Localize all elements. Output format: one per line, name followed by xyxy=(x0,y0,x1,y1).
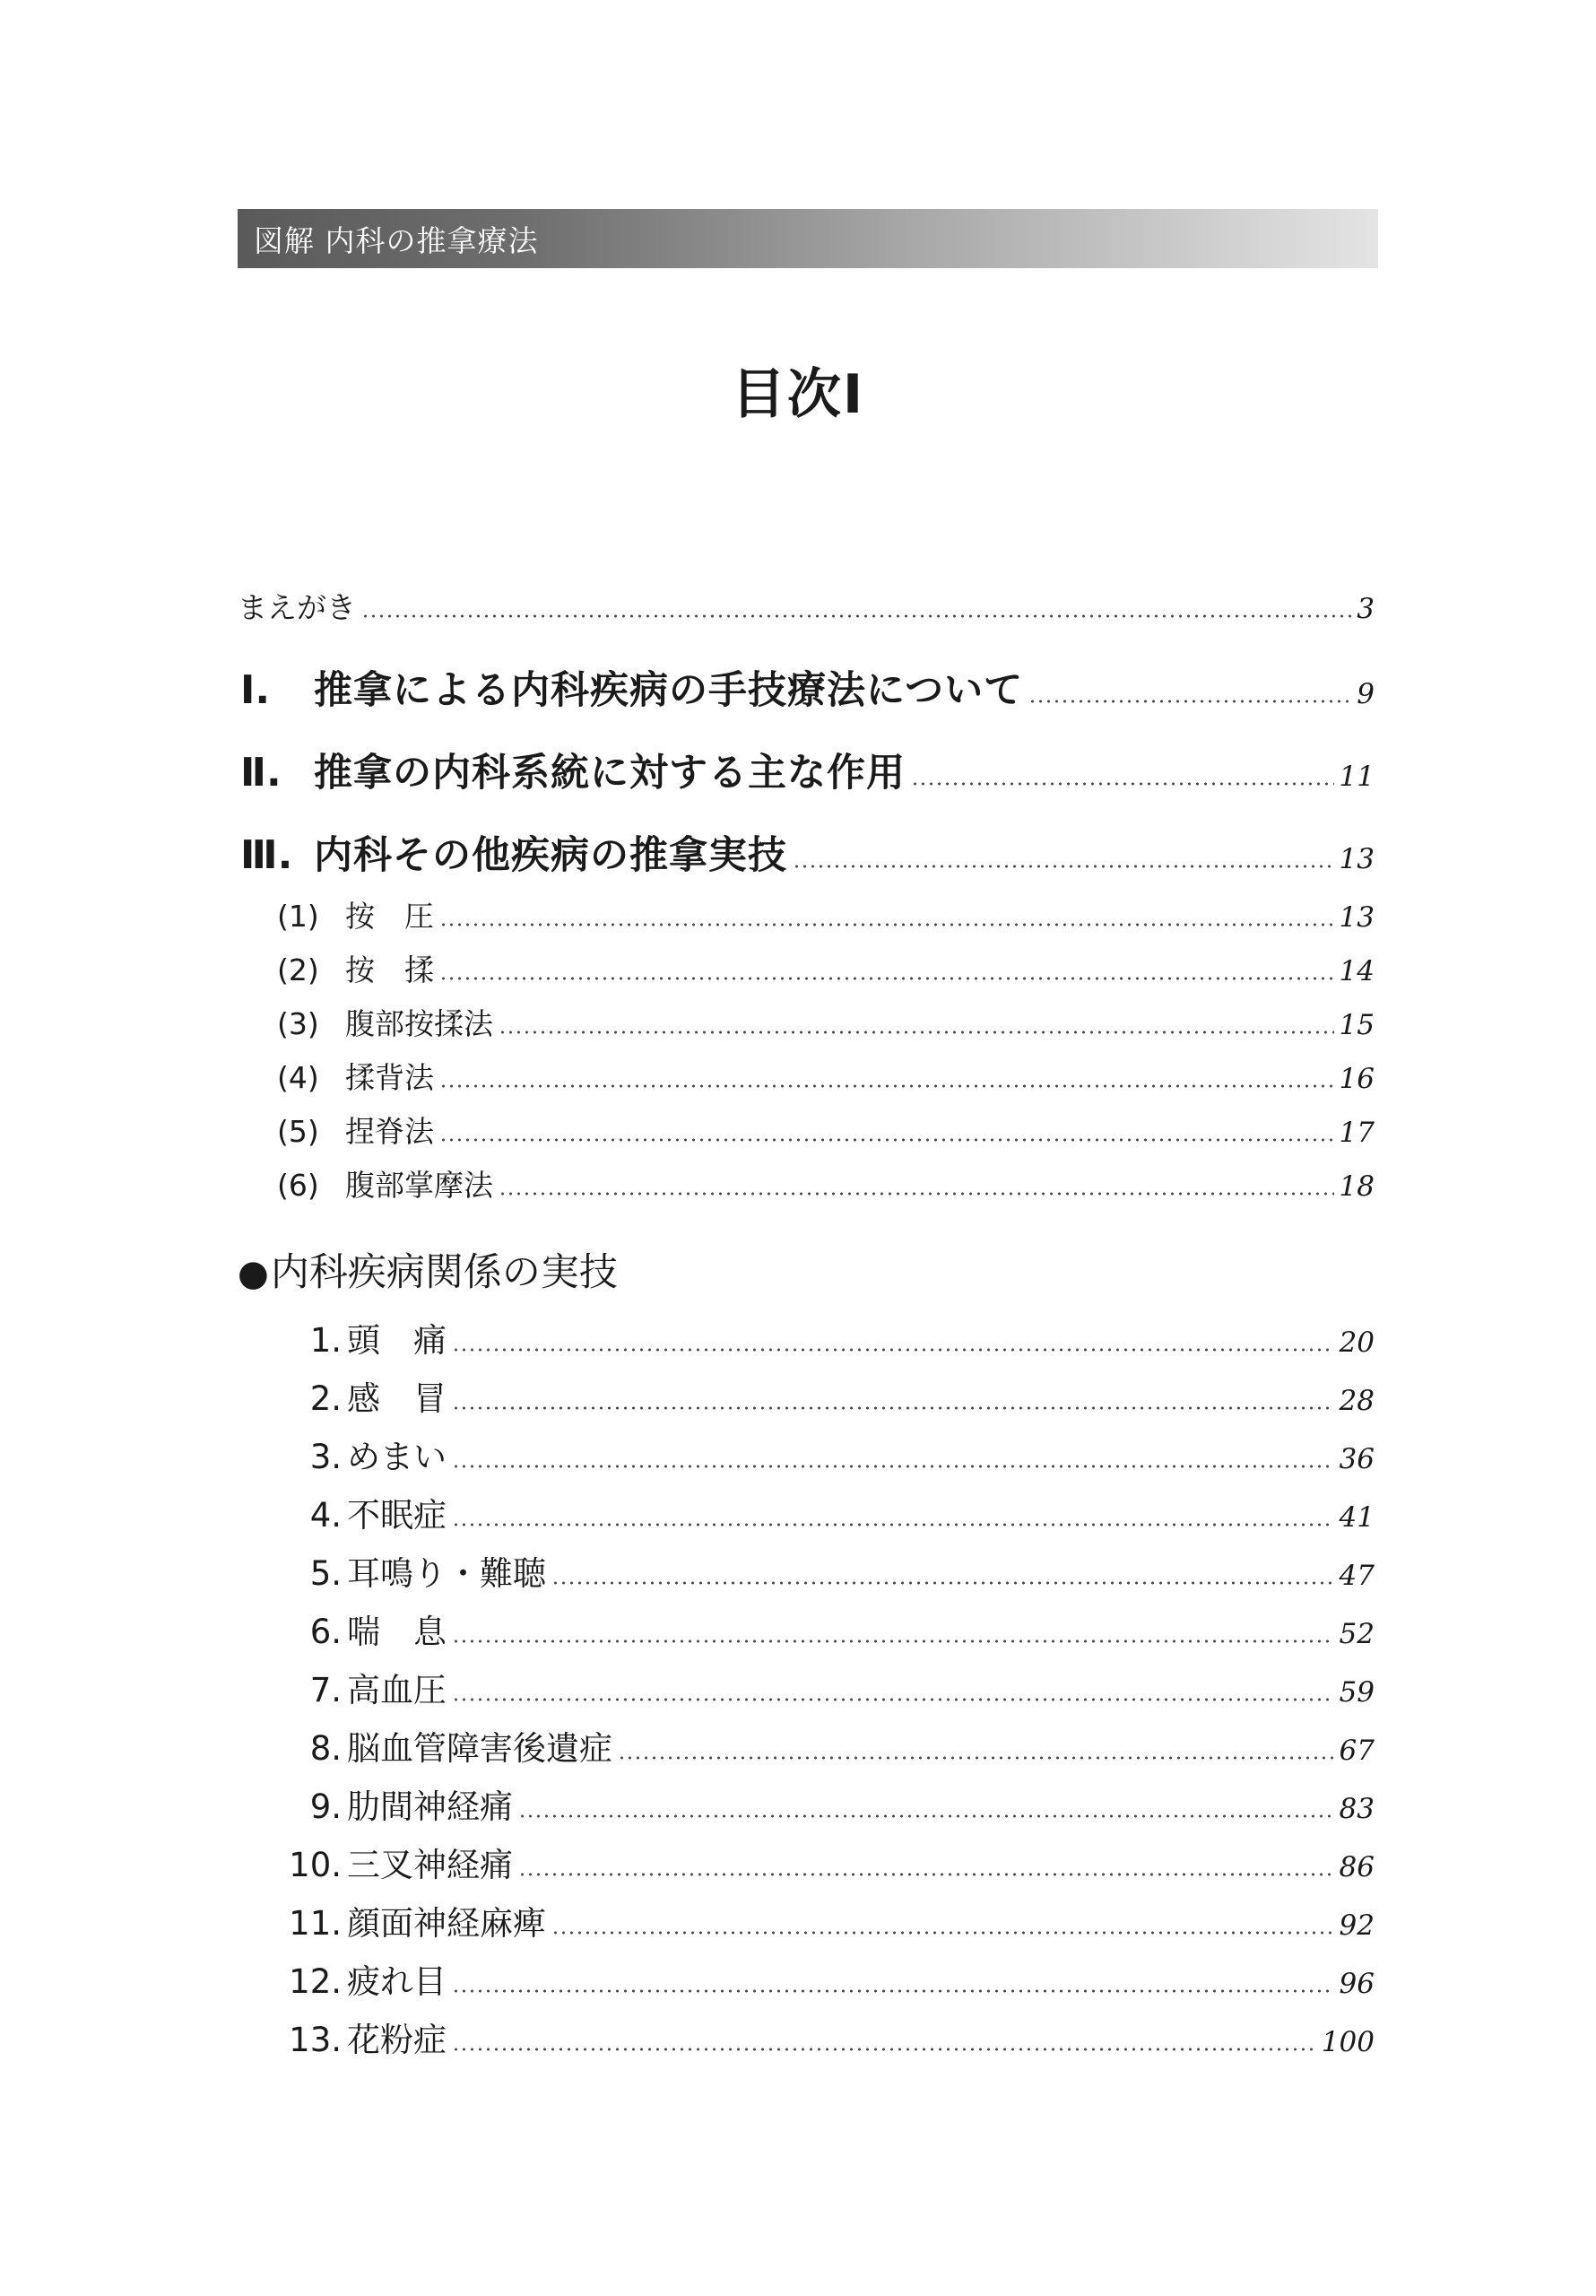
chapter-number: Ⅰ. xyxy=(240,667,271,713)
toc-page-number: 52 xyxy=(1339,1618,1375,1650)
toc-page-number: 36 xyxy=(1339,1443,1375,1475)
item-number: 4. xyxy=(309,1496,342,1535)
toc-subitem[interactable] xyxy=(277,1162,1375,1205)
subitem-number: (3) xyxy=(277,1006,319,1041)
subitem-label: 腹部掌摩法 xyxy=(345,1168,493,1203)
toc-item[interactable] xyxy=(273,2013,1375,2061)
toc-item[interactable] xyxy=(273,1954,1375,2003)
dot-leader xyxy=(551,1931,1334,1935)
dot-leader xyxy=(618,1756,1334,1760)
toc-chapter[interactable] xyxy=(240,660,1375,715)
item-label: 不眠症 xyxy=(347,1496,447,1535)
item-number: 10. xyxy=(289,1846,342,1884)
item-number: 11. xyxy=(289,1904,342,1943)
toc-page-number: 47 xyxy=(1339,1560,1375,1592)
toc-item[interactable] xyxy=(273,1488,1375,1536)
subitem-label: 揉背法 xyxy=(345,1060,434,1095)
toc-item[interactable] xyxy=(273,1546,1375,1595)
section-title: 内科疾病関係の実技 xyxy=(270,1250,618,1295)
toc-page-number: 3 xyxy=(1357,593,1375,625)
toc-label: まえがき xyxy=(238,590,356,625)
toc-item[interactable] xyxy=(273,1663,1375,1711)
dot-leader xyxy=(452,1348,1334,1352)
item-label: 感 冒 xyxy=(347,1379,447,1418)
item-number: 2. xyxy=(309,1379,342,1418)
toc-item[interactable] xyxy=(273,1838,1375,1886)
toc-item[interactable] xyxy=(273,1896,1375,1944)
dot-leader xyxy=(452,1406,1334,1410)
chapter-label: 推拿の内科系統に対する主な作用 xyxy=(314,751,906,796)
item-label: めまい xyxy=(347,1438,447,1476)
item-label: 喘 息 xyxy=(347,1613,447,1651)
dot-leader xyxy=(452,1523,1334,1526)
toc-item[interactable] xyxy=(273,1721,1375,1770)
toc-page-number: 9 xyxy=(1357,678,1375,710)
item-number: 6. xyxy=(309,1613,342,1651)
item-label: 三叉神経痛 xyxy=(347,1846,513,1884)
toc-page-number: 13 xyxy=(1339,843,1375,875)
book-title-bar xyxy=(238,209,1378,268)
dot-leader xyxy=(793,865,1334,868)
toc-page-number: 28 xyxy=(1339,1385,1375,1417)
item-number: 13. xyxy=(289,2021,342,2059)
toc-page-number: 14 xyxy=(1339,955,1375,987)
subitem-number: (6) xyxy=(277,1168,319,1203)
toc-item[interactable] xyxy=(273,1605,1375,1653)
dot-leader xyxy=(439,923,1334,926)
dot-leader xyxy=(439,977,1334,980)
toc-item[interactable] xyxy=(273,1430,1375,1478)
toc-page-number: 17 xyxy=(1339,1117,1375,1149)
toc-item[interactable] xyxy=(273,1779,1375,1828)
item-number: 7. xyxy=(309,1671,342,1709)
chapter-number: Ⅱ. xyxy=(240,750,282,796)
bullet-icon: ● xyxy=(238,1253,269,1294)
dot-leader xyxy=(1028,700,1351,703)
toc-page-number: 86 xyxy=(1339,1851,1375,1883)
toc-page-number: 11 xyxy=(1339,761,1375,793)
item-label: 脳血管障害後遺症 xyxy=(347,1729,612,1768)
chapter-label: 内科その他疾病の推拿実技 xyxy=(314,833,787,878)
toc-item[interactable] xyxy=(273,1371,1375,1420)
item-label: 肋間神経痛 xyxy=(347,1787,513,1826)
toc-page-number: 96 xyxy=(1339,1968,1375,2000)
dot-leader xyxy=(452,1989,1334,1993)
item-label: 顔面神経麻痺 xyxy=(347,1904,546,1943)
item-label: 疲れ目 xyxy=(347,1962,447,2001)
toc-page-number: 100 xyxy=(1321,2026,1375,2058)
item-number: 9. xyxy=(309,1787,342,1826)
subitem-number: (5) xyxy=(277,1114,319,1149)
book-title: 図解 内科の推拿療法 xyxy=(254,222,539,258)
dot-leader xyxy=(551,1581,1334,1585)
subitem-number: (2) xyxy=(277,952,319,987)
subitem-number: (4) xyxy=(277,1060,319,1095)
item-number: 12. xyxy=(289,1962,342,2001)
dot-leader xyxy=(499,1192,1334,1196)
dot-leader xyxy=(452,1698,1334,1701)
toc-subitem[interactable] xyxy=(277,1109,1375,1151)
chapter-label: 推拿による内科疾病の手技療法について xyxy=(314,668,1024,713)
subitem-label: 按 揉 xyxy=(345,952,434,987)
dot-leader xyxy=(452,1639,1334,1643)
dot-leader xyxy=(361,614,1351,618)
item-number: 3. xyxy=(309,1438,342,1476)
chapter-number: Ⅲ. xyxy=(240,832,293,878)
item-label: 花粉症 xyxy=(347,2021,447,2059)
page-title: 目次Ⅰ xyxy=(731,363,865,426)
dot-leader xyxy=(439,1084,1334,1088)
item-label: 頭 痛 xyxy=(347,1321,447,1360)
toc-chapter[interactable] xyxy=(240,825,1375,880)
dot-leader xyxy=(518,1873,1334,1876)
toc-subitem[interactable] xyxy=(277,947,1375,989)
item-number: 5. xyxy=(309,1554,342,1593)
toc-page-number: 18 xyxy=(1339,1170,1375,1203)
dot-leader xyxy=(439,1138,1334,1142)
toc-chapter[interactable] xyxy=(240,743,1375,797)
dot-leader xyxy=(911,782,1334,786)
toc-page-number: 13 xyxy=(1339,901,1375,934)
subitem-number: (1) xyxy=(277,899,319,934)
toc-page-number: 15 xyxy=(1339,1009,1375,1041)
toc-page-number: 92 xyxy=(1339,1909,1375,1942)
item-number: 8. xyxy=(309,1729,342,1768)
toc-entry-preface[interactable] xyxy=(238,585,1375,627)
toc-page-number: 20 xyxy=(1339,1326,1375,1359)
item-label: 高血圧 xyxy=(347,1671,447,1709)
toc-page-number: 83 xyxy=(1339,1793,1375,1825)
section-heading xyxy=(238,1242,618,1297)
dot-leader xyxy=(518,1814,1334,1818)
dot-leader xyxy=(452,2048,1316,2051)
toc-subitem[interactable] xyxy=(277,1001,1375,1043)
toc-page-number: 16 xyxy=(1339,1063,1375,1095)
item-label: 耳鳴り・難聴 xyxy=(347,1554,546,1593)
toc-subitem[interactable] xyxy=(277,1055,1375,1097)
subitem-label: 腹部按揉法 xyxy=(345,1006,493,1041)
toc-subitem[interactable] xyxy=(277,893,1375,935)
toc-page-number: 41 xyxy=(1339,1501,1375,1534)
toc-page-number: 67 xyxy=(1339,1735,1375,1767)
toc-page-number: 59 xyxy=(1339,1676,1375,1709)
subitem-label: 捏脊法 xyxy=(345,1114,434,1149)
toc-item[interactable] xyxy=(273,1313,1375,1361)
item-number: 1. xyxy=(309,1321,342,1360)
dot-leader xyxy=(499,1031,1334,1034)
subitem-label: 按 圧 xyxy=(345,899,434,934)
dot-leader xyxy=(452,1465,1334,1468)
